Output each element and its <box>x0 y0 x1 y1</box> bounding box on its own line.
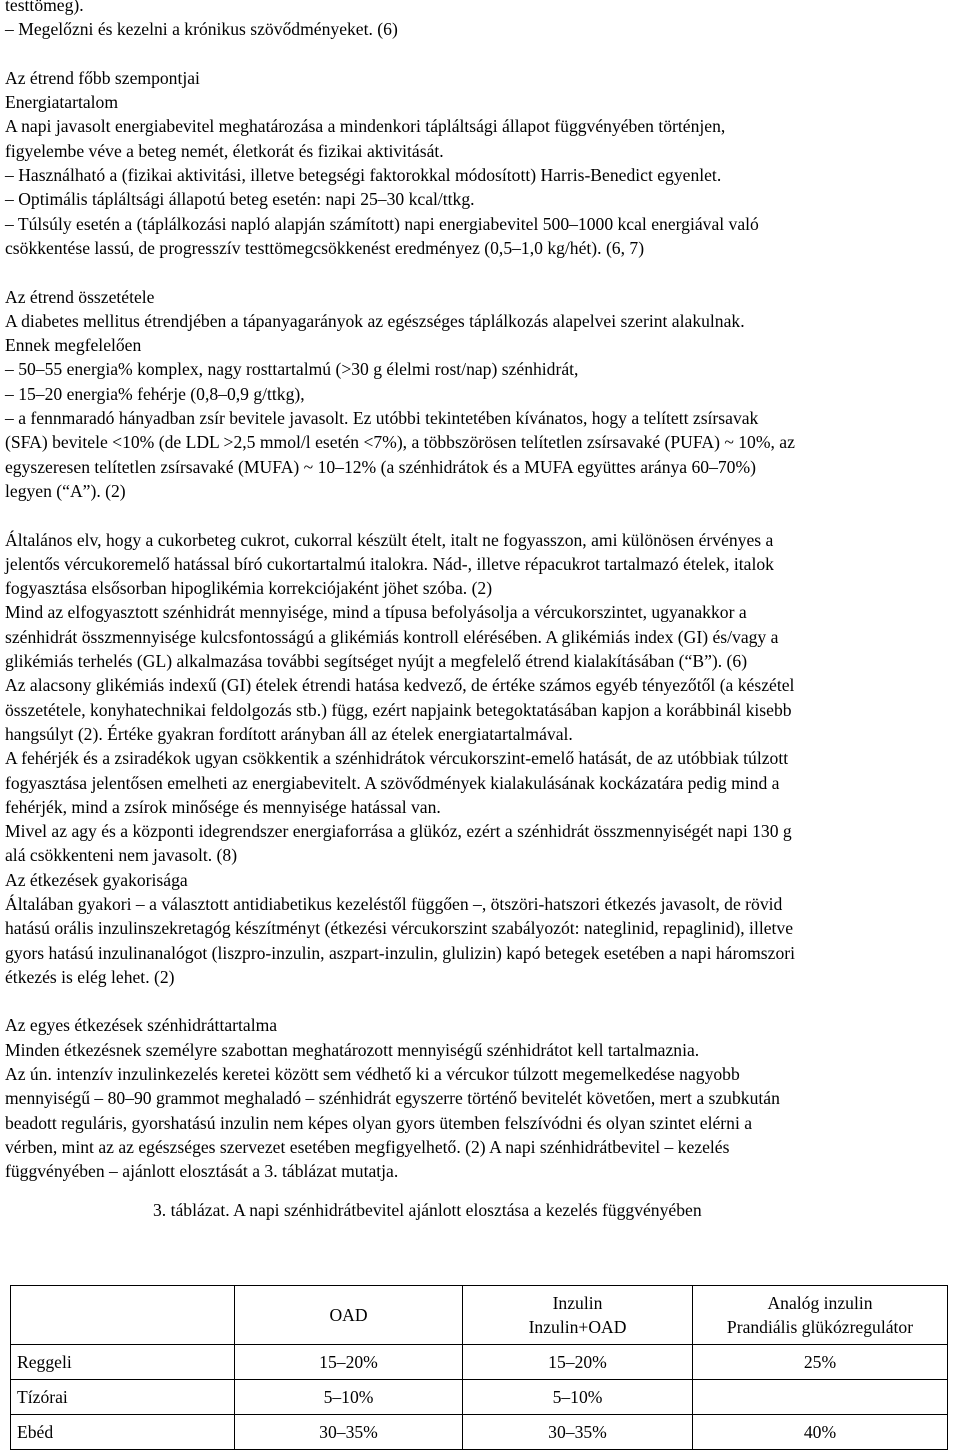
table-header-row <box>11 1286 948 1345</box>
text-line: Az ún. intenzív inzulinkezelés keretei között sem védhető ki a vércukor túlzott megemelkedése nagyobb <box>5 1064 740 1085</box>
blank-line <box>5 42 955 66</box>
text-line: Minden étkezésnek személyre szabottan meghatározott mennyiségű szénhidrátot kell tartalmaznia. <box>5 1039 700 1060</box>
document-body <box>5 0 955 1222</box>
table-cell: 40% <box>693 1415 948 1450</box>
text-line: fogyasztása jelentősen emelheti az energiabevitelt. A szövődmények kialakulásának kockázatára pedig mind a <box>5 772 780 793</box>
text-line: Mivel az agy és a központi idegrendszer energiaforrása a glükóz, ezért a szénhidrát összmennyiségét napi 130 g <box>5 821 792 842</box>
table-cell: 30–35% <box>235 1415 463 1450</box>
text-line: figyelembe véve a beteg nemét, életkorát és fizikai aktivitását. <box>5 140 444 161</box>
table-header-oad: OAD <box>235 1286 463 1345</box>
text-line: egyszeresen telítetlen zsírsavaké (MUFA) ~ 10–12% (a szénhidrátok és a MUFA együttes aránya 60–70%) <box>5 456 756 477</box>
text-line: fehérjék, mind a zsírok minősége és mennyisége hatással van. <box>5 796 441 817</box>
table-cell: 25% <box>693 1345 948 1380</box>
text-line: csökkentése lassú, de progresszív testtömegcsökkenést eredményez (0,5–1,0 kg/hét). (6, 7) <box>5 237 645 258</box>
text-line: Az étrend főbb szempontjai <box>5 67 200 88</box>
table-caption: 3. táblázat. A napi szénhidrátbevitel ajánlott elosztása a kezelés függvényében <box>153 1199 702 1220</box>
table-row-label: Ebéd <box>11 1415 235 1450</box>
text-line: testtömeg). <box>5 0 84 15</box>
text-line: Az étrend összetétele <box>5 286 155 307</box>
text-line: beadott reguláris, gyorshatású inzulin nem képes olyan gyors ütemben felszívódni és olyan szintet elérni a <box>5 1112 753 1133</box>
table-header-empty <box>11 1286 235 1345</box>
table-cell: 5–10% <box>235 1380 463 1415</box>
text-line: szénhidrát összmennyisége kulcsfontosságú a glikémiás kontroll elérésében. A glikémiás index (GI) és/vagy a <box>5 626 779 647</box>
text-line: – Használható a (fizikai aktivitási, illetve betegségi faktorokkal módosított) Harris-Benedict egyenlet. <box>5 165 722 186</box>
text-line: fogyasztása elsősorban hipoglikémia korrekciójaként jöhet szóba. (2) <box>5 578 493 599</box>
text-line: Általános elv, hogy a cukorbeteg cukrot, cukorral készült ételt, italt ne fogyasszon, ami különösen érvényes a <box>5 529 774 550</box>
text-line: Az alacsony glikémiás indexű (GI) ételek étrendi hatása kedvező, de értéke számos egyéb tényezőtől (a készétel <box>5 675 795 696</box>
table-row-label: Tízórai <box>11 1380 235 1415</box>
text-line: Energiatartalom <box>5 92 119 113</box>
table-header-insulin: Inzulin Inzulin+OAD <box>463 1286 693 1345</box>
table-header-analog-insulin: Analóg inzulin Prandiális glükózregulátor <box>693 1286 948 1345</box>
blank-line <box>5 989 955 1013</box>
text-line: gyors hatású inzulinanalógot (liszpro-inzulin, aszpart-inzulin, glulizin) kapó betegek esetében a napi háromszori <box>5 942 796 963</box>
table-cell: 30–35% <box>463 1415 693 1450</box>
blank-line <box>5 260 955 284</box>
blank-line <box>5 503 955 527</box>
text-line: Mind az elfogyasztott szénhidrát mennyisége, mind a típusa befolyásolja a vércukorszintet, ugyanakkor a <box>5 602 747 623</box>
table-row-label: Reggeli <box>11 1345 235 1380</box>
text-line: glikémiás terhelés (GL) alkalmazása további segítséget nyújt a megfelelő étrend kialakításában (“B”). (6) <box>5 651 748 672</box>
text-line: – Optimális tápláltsági állapotú beteg esetén: napi 25–30 kcal/ttkg. <box>5 189 475 210</box>
text-line: – 15–20 energia% fehérje (0,8–0,9 g/ttkg), <box>5 383 305 404</box>
text-line: A fehérjék és a zsiradékok ugyan csökkentik a szénhidrátok vércukorszint-emelő hatását, de az utóbbiak túlzott <box>5 748 789 769</box>
text-line: Általában gyakori – a választott antidiabetikus kezeléstől függően –, ötszöri-hatszori étkezés javasolt, de rövid <box>5 893 783 914</box>
text-line: vérben, mint az az egészséges szervezet esetében megfigyelhető. (2) A napi szénhidrátbevitel – kezelés <box>5 1136 730 1157</box>
text-line: (SFA) bevitele <10% (de LDL >2,5 mmol/l esetén <7%), a többszörösen telítetlen zsírsavaké (PUFA) ~ 10%, az <box>5 432 795 453</box>
table-row <box>11 1345 948 1380</box>
text-line: alá csökkenteni nem javasolt. (8) <box>5 845 238 866</box>
text-line: összetétele, konyhatechnikai feldolgozás stb.) függ, ezért napjaink betegoktatásában kapjon a korábbinál kisebb <box>5 699 792 720</box>
table-cell: 15–20% <box>463 1345 693 1380</box>
text-line: Ennek megfelelően <box>5 335 142 356</box>
table-row <box>11 1380 948 1415</box>
text-line: Az étkezések gyakorisága <box>5 869 188 890</box>
text-line: A diabetes mellitus étrendjében a tápanyagarányok az egészséges táplálkozás alapelvei szerint alakulnak. <box>5 310 745 331</box>
text-line: – Megelőzni és kezelni a krónikus szövődményeket. (6) <box>5 19 398 40</box>
text-line: – 50–55 energia% komplex, nagy rosttartalmú (>30 g élelmi rost/nap) szénhidrát, <box>5 359 579 380</box>
text-line: mennyiségű – 80–90 grammot meghaladó – szénhidrát egyszerre történő bevitelét követően, mert a szubkután <box>5 1088 780 1109</box>
table-row <box>11 1415 948 1450</box>
text-line: hangsúlyt (2). Értéke gyakran fordított arányban áll az ételek energiatartalmával. <box>5 723 573 744</box>
table-cell: 15–20% <box>235 1345 463 1380</box>
text-line: legyen (“A”). (2) <box>5 480 126 501</box>
text-line: étkezés is elég lehet. (2) <box>5 966 175 987</box>
text-line: jelentős vércukoremelő hatással bíró cukortartalmú italokra. Nád-, illetve répacukrot tartalmazó ételek, italok <box>5 553 774 574</box>
table-cell: 5–10% <box>463 1380 693 1415</box>
text-line: Az egyes étkezések szénhidráttartalma <box>5 1015 278 1036</box>
text-line: hatású orális inzulinszekretagóg készítményt (étkezési vércukorszint szabályozót: nateglinid, repaglinid), illetve <box>5 918 794 939</box>
text-line: függvényében – ajánlott elosztását a 3. táblázat mutatja. <box>5 1161 399 1182</box>
text-line: – a fennmaradó hányadban zsír bevitele javasolt. Ez utóbbi tekintetében kívánatos, hogy a telített zsírsavak <box>5 408 759 429</box>
text-line: A napi javasolt energiabevitel meghatározása a mindenkori tápláltsági állapot függvényében történjen, <box>5 116 726 137</box>
table-cell <box>693 1380 948 1415</box>
carbohydrate-distribution-table <box>10 1285 948 1450</box>
text-line: – Túlsúly esetén a (táplálkozási napló alapján számított) napi energiabevitel 500–1000 kcal energiával való <box>5 213 759 234</box>
